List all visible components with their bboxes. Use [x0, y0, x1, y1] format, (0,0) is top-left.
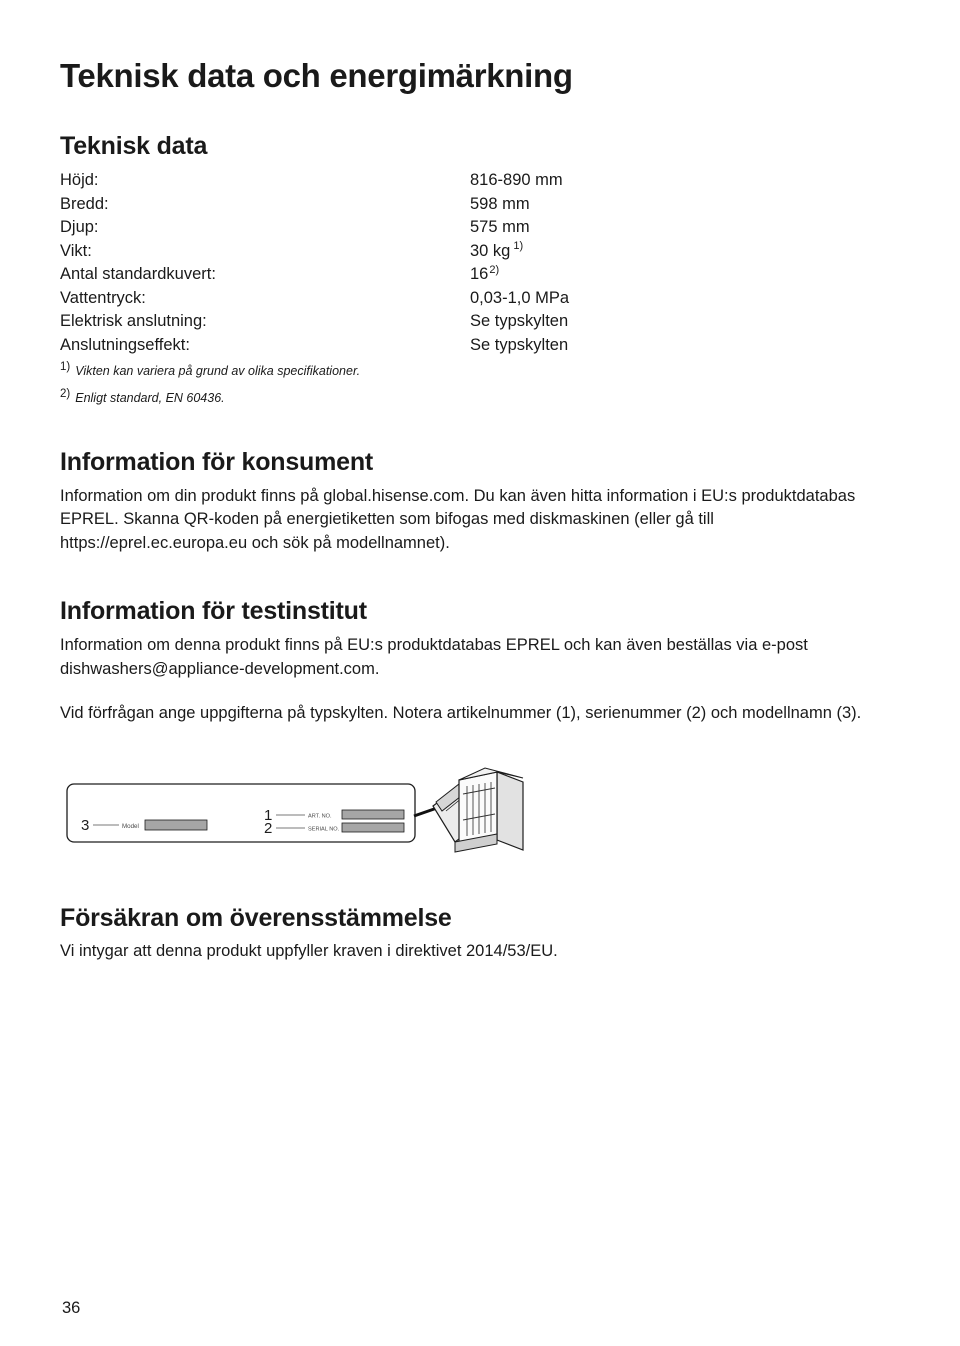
table-row	[60, 287, 898, 311]
spec-value	[470, 334, 898, 358]
table-row	[60, 334, 898, 358]
art-no-field-box	[342, 810, 404, 819]
spec-label: Höjd:	[60, 171, 99, 190]
spec-label: Vattentryck:	[60, 288, 146, 307]
rating-plate-diagram	[65, 754, 525, 862]
spec-value-text: 816-890 mm	[470, 171, 563, 190]
spec-value	[470, 287, 898, 311]
table-row	[60, 310, 898, 334]
spec-label: Djup:	[60, 218, 99, 237]
callout-2-number: 2	[264, 819, 273, 837]
spec-value-text: 0,03-1,0 MPa	[470, 288, 570, 307]
footnote-marker: 1)	[513, 240, 524, 253]
spec-label: Bredd:	[60, 194, 109, 213]
spec-value-text: Se typskylten	[470, 335, 569, 354]
footnote-list	[60, 360, 898, 406]
test-institute-paragraph-2: Vid förfrågan ange uppgifterna på typskylten. Notera artikelnummer (1), serienummer (2) och modellnamn (3).	[60, 704, 862, 723]
callout-3-number: 3	[81, 816, 90, 834]
footnote-item	[60, 387, 898, 406]
callout-1-number: 1	[264, 806, 273, 824]
spec-value	[470, 310, 898, 334]
spec-value-text: Se typskylten	[470, 312, 569, 331]
label-art-no: ART. NO.	[308, 813, 332, 820]
spec-label: Antal standardkuvert:	[60, 265, 216, 284]
label-model: Model	[122, 822, 139, 830]
spec-value	[470, 240, 898, 264]
consumer-info-paragraph: Information om din produkt finns på global.hisense.com. Du kan även hitta information i EU:s produktdatabas EPREL. Skanna QR-koden på energietiketten som bifogas med diskmaskinen (eller gå till https://eprel.ec.europa.eu och sök på modellnamnet).	[60, 486, 856, 552]
page-content	[60, 58, 898, 964]
table-row	[60, 216, 898, 240]
pointer-line	[414, 808, 437, 816]
label-serial-no: SERIAL NO.	[308, 826, 340, 833]
spec-value	[470, 169, 898, 193]
footnote-text: Enligt standard, EN 60436.	[75, 391, 225, 406]
page-title: Teknisk data och energimärkning	[60, 57, 573, 94]
technical-data-table	[60, 169, 898, 357]
footnote-marker: 2)	[60, 387, 71, 400]
section-heading-consumer-info: Information för konsument	[60, 448, 374, 477]
section-heading-technical-data: Teknisk data	[60, 132, 208, 161]
footnote-text: Vikten kan variera på grund av olika specifikationer.	[75, 364, 361, 379]
footnote-marker: 2)	[489, 263, 500, 276]
serial-no-field-box	[342, 823, 404, 832]
table-row	[60, 240, 898, 264]
spec-value	[470, 193, 898, 217]
spec-value-text: 598 mm	[470, 194, 530, 213]
spec-label: Anslutningseffekt:	[60, 335, 190, 354]
spec-value-text: 575 mm	[470, 218, 530, 237]
spec-value	[470, 263, 898, 287]
spec-label: Elektrisk anslutning:	[60, 312, 207, 331]
footnote-marker: 1)	[60, 360, 71, 373]
table-row	[60, 193, 898, 217]
dishwasher-cabinet	[455, 768, 523, 852]
spec-value-text: 16	[470, 265, 489, 284]
section-heading-declaration: Försäkran om överensstämmelse	[60, 903, 452, 932]
spec-label: Vikt:	[60, 241, 92, 260]
declaration-paragraph: Vi intygar att denna produkt uppfyller kraven i direktivet 2014/53/EU.	[60, 942, 558, 961]
table-row	[60, 169, 898, 193]
test-institute-paragraph-1: Information om denna produkt finns på EU:s produktdatabas EPREL och kan även beställas via e-post dishwashers@appliance-development.com.	[60, 636, 808, 678]
table-row	[60, 263, 898, 287]
page-number: 36	[62, 1299, 81, 1317]
spec-value-text: 30 kg	[470, 241, 511, 260]
model-field-box	[145, 820, 207, 830]
spec-value	[470, 216, 898, 240]
section-heading-test-institute: Information för testinstitut	[60, 597, 367, 626]
footnote-item	[60, 360, 898, 379]
